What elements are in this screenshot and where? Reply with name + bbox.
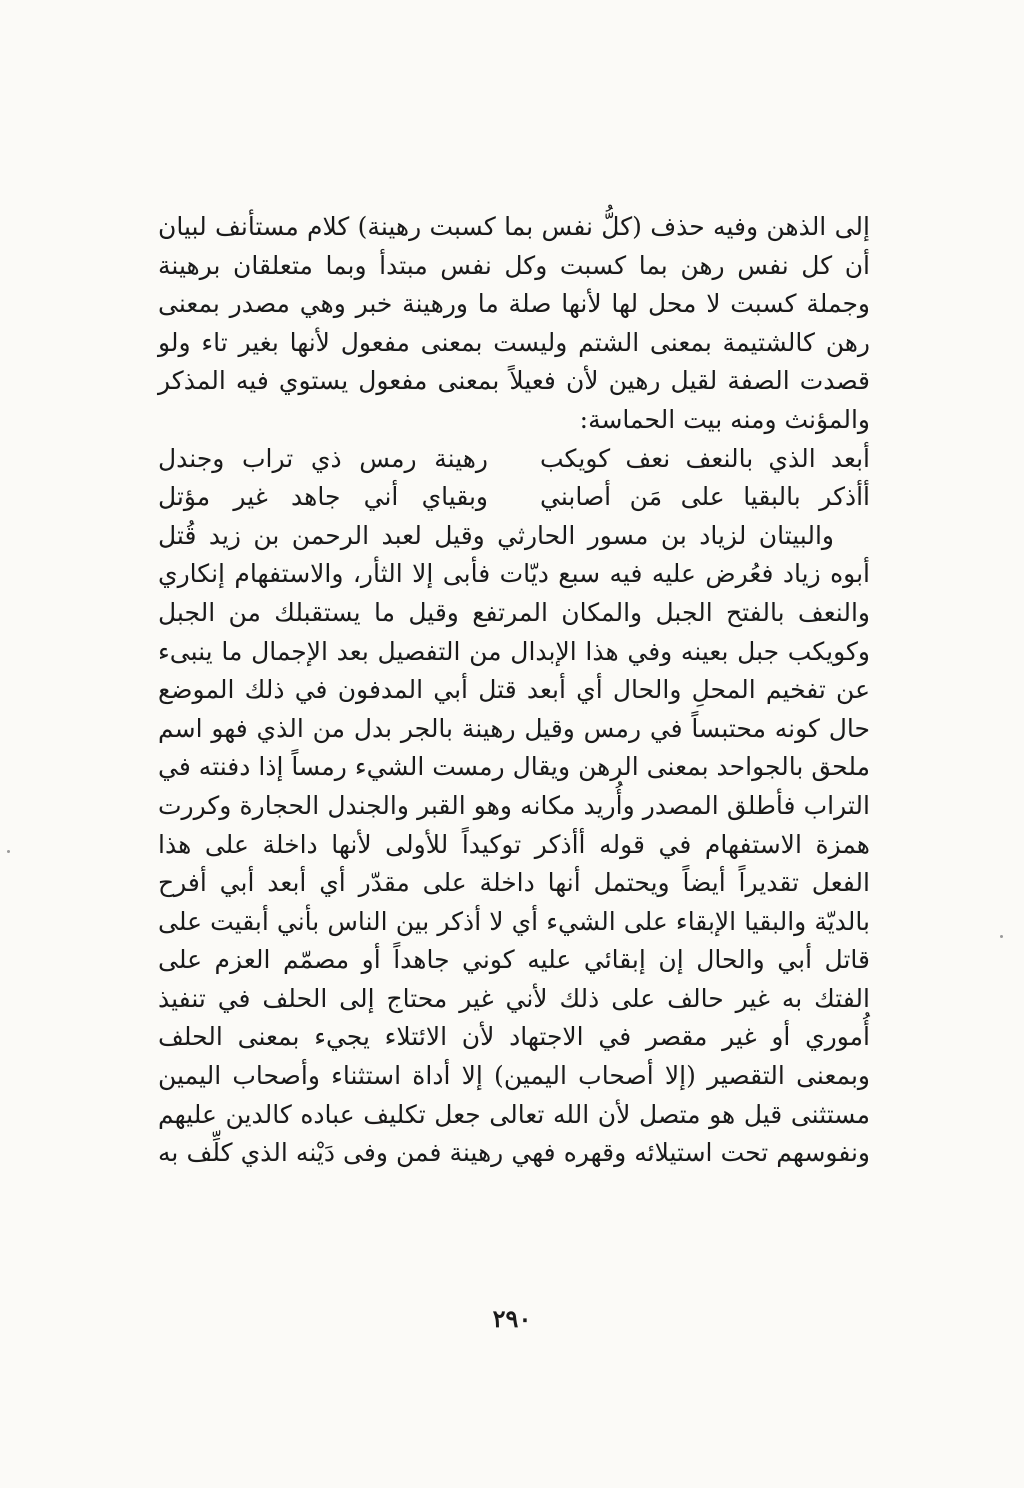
text-line: ملحق بالجواحد بمعنى الرهن ويقال رمست الشيء رمساً إذا دفنته في: [158, 752, 870, 782]
text-line: حال كونه محتبساً في رمس وقيل رهينة بالجر بدل من الذي فهو اسم: [158, 713, 870, 743]
text-line: الفتك به غير حالف على ذلك لأني غير محتاج إلى الحلف في تنفيذ: [158, 983, 870, 1013]
text-line: رهن كالشتيمة بمعنى الشتم وليست بمعنى مفعول لأنها بغير تاء ولو: [158, 327, 870, 357]
text-line: قاتل أبي والحال إن إبقائي عليه كوني جاهداً أو مصمّم العزم على: [158, 945, 870, 975]
scan-speck: [1000, 935, 1003, 938]
text-line: وبمعنى التقصير (إلا أصحاب اليمين) إلا أداة استثناء وأصحاب اليمين: [158, 1061, 870, 1091]
text-line: وجملة كسبت لا محل لها لأنها صلة ما ورهينة خبر وهي مصدر بمعنى: [158, 289, 870, 319]
text-line: مستثنى قيل هو متصل لأن الله تعالى جعل تكليف عباده كالدين عليهم: [158, 1099, 870, 1129]
text-line: أُموري أو غير مقصر في الاجتهاد لأن الائتلاء يجيء بمعنى الحلف: [158, 1022, 870, 1052]
text-line: ونفوسهم تحت استيلائه وقهره فهي رهينة فمن وفى دَيْنه الذي كلِّف به: [158, 1138, 870, 1168]
text-line: إلى الذهن وفيه حذف (كلُّ نفس بما كسبت رهينة) كلام مستأنف لبيان: [158, 212, 870, 241]
scan-speck: [7, 850, 10, 853]
text-line: قصدت الصفة لقيل رهين لأن فعيلاً بمعنى مفعول يستوي فيه المذكر: [158, 366, 870, 396]
paragraph-first-line: والبيتان لزياد بن مسور الحارثي وقيل لعبد الرحمن بن زيد قُتل: [158, 520, 834, 550]
page-number: ٢٩٠: [492, 1304, 532, 1333]
text-line: أبوه زياد فعُرض عليه فيه سبع ديّات فأبى إلا الثأر، والاستفهام إنكاري: [158, 559, 870, 589]
verse-first-hemistich: أبعد الذي بالنعف نعف كويكب: [540, 443, 870, 473]
text-line: بالديّة والبقيا الإبقاء على الشيء أي لا أذكر بين الناس بأني أبقيت على: [158, 906, 870, 936]
text-line: وكويكب جبل بعينه وفي هذا الإبدال من التفصيل بعد الإجمال ما ينبىء: [158, 636, 870, 666]
text-line: والنعف بالفتح الجبل والمكان المرتفع وقيل ما يستقبلك من الجبل: [158, 597, 870, 627]
verse-second-hemistich: رهينة رمس ذي تراب وجندل: [158, 443, 488, 473]
text-line: الفعل تقديراً أيضاً ويحتمل أنها داخلة على مقدّر أي أبعد أبي أفرح: [158, 868, 870, 898]
body-text: [158, 208, 870, 1173]
verse-line: [158, 440, 870, 479]
verse-second-hemistich: وبقياي أني جاهد غير مؤتل: [158, 482, 488, 512]
text-line: عن تفخيم المحلِ والحال أي أبعد قتل أبي المدفون في ذلك الموضع: [158, 675, 870, 705]
text-line: والمؤنث ومنه بيت الحماسة:: [579, 404, 870, 434]
text-line: التراب فأطلق المصدر وأُريد مكانه وهو القبر والجندل الحجارة وكررت: [158, 790, 870, 820]
text-line: أن كل نفس رهن بما كسبت وكل نفس مبتدأ وبما متعلقان برهينة: [158, 250, 870, 280]
verse-first-hemistich: أأذكر بالبقيا على مَن أصابني: [540, 482, 870, 512]
text-line: همزة الاستفهام في قوله أأذكر توكيداً للأولى لأنها داخلة على هذا: [158, 829, 870, 859]
verse-line: [158, 478, 870, 517]
